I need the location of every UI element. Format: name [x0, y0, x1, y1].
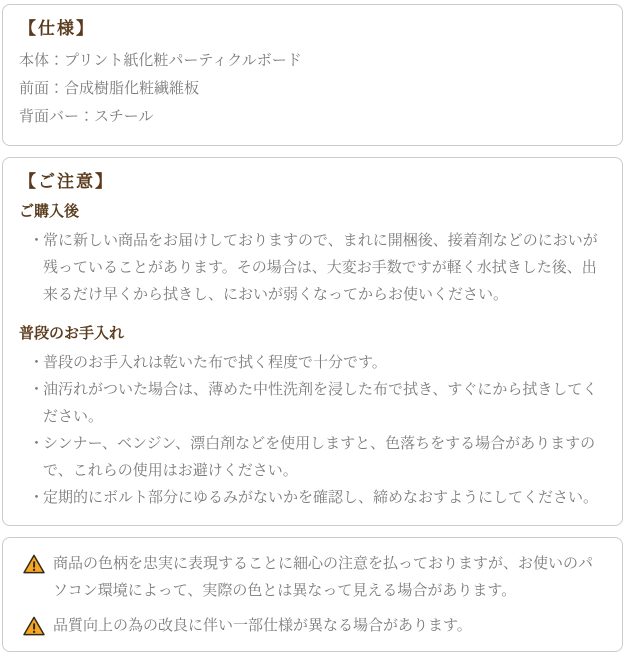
section-gap	[19, 308, 606, 316]
disclaimer-box	[2, 537, 623, 652]
spec-title: 【仕様】	[19, 19, 95, 38]
list-item-text: 常に新しい商品をお届けしておりますので、まれに開梱後、接着剤などのにおいが残っていることがあります。その場合は、大変お手数ですが軽く水拭きした後、出来るだけ早くから拭きし、においが弱くなってからお使いください。	[43, 232, 598, 303]
list-item	[29, 376, 606, 430]
notice-list-after-purchase	[19, 227, 606, 308]
list-item	[29, 349, 606, 376]
list-item	[29, 227, 606, 308]
list-item	[29, 430, 606, 484]
list-item-text: 普段のお手入れは乾いた布で拭く程度で十分です。	[43, 354, 387, 371]
bullet-marker: ・	[29, 354, 45, 371]
notice-section-heading-after-purchase: ご購入後	[19, 203, 80, 220]
spec-line-body: 本体：プリント紙化粧パーティクルボード	[19, 52, 302, 69]
warning-item-color	[19, 550, 606, 604]
notice-list-daily-care	[19, 349, 606, 511]
spec-line-front: 前面：合成樹脂化粧繊維板	[19, 80, 200, 97]
spec-line-backbar: 背面バー：スチール	[19, 108, 154, 125]
list-item-text: シンナー、ベンジン、漂白剤などを使用しますと、色落ちをする場合がありますので、これらの使用はお避けください。	[43, 435, 596, 479]
list-item-text: 油汚れがついた場合は、薄めた中性洗剤を浸した布で拭き、すぐにから拭きしてください。	[43, 381, 598, 425]
bullet-marker: ・	[29, 489, 45, 506]
bullet-marker: ・	[29, 435, 45, 452]
bullet-marker: ・	[29, 232, 45, 249]
warning-text: 商品の色柄を忠実に表現することに細心の注意を払っておりますが、お使いのパソコン環境によって、実際の色とは異なって見える場合があります。	[53, 555, 594, 599]
notice-section-heading-daily-care: 普段のお手入れ	[19, 325, 125, 342]
list-item-text: 定期的にボルト部分にゆるみがないかを確認し、締めなおすようにしてください。	[43, 489, 599, 506]
warning-item-spec-change	[19, 612, 606, 639]
warning-text: 品質向上の為の改良に伴い一部仕様が異なる場合があります。	[53, 617, 472, 634]
notice-title: 【ご注意】	[19, 172, 114, 191]
notice-box	[2, 157, 623, 526]
warning-triangle-icon	[23, 554, 45, 574]
bullet-marker: ・	[29, 381, 45, 398]
spec-box	[2, 4, 623, 146]
list-item	[29, 484, 606, 511]
warning-triangle-icon	[23, 616, 45, 636]
